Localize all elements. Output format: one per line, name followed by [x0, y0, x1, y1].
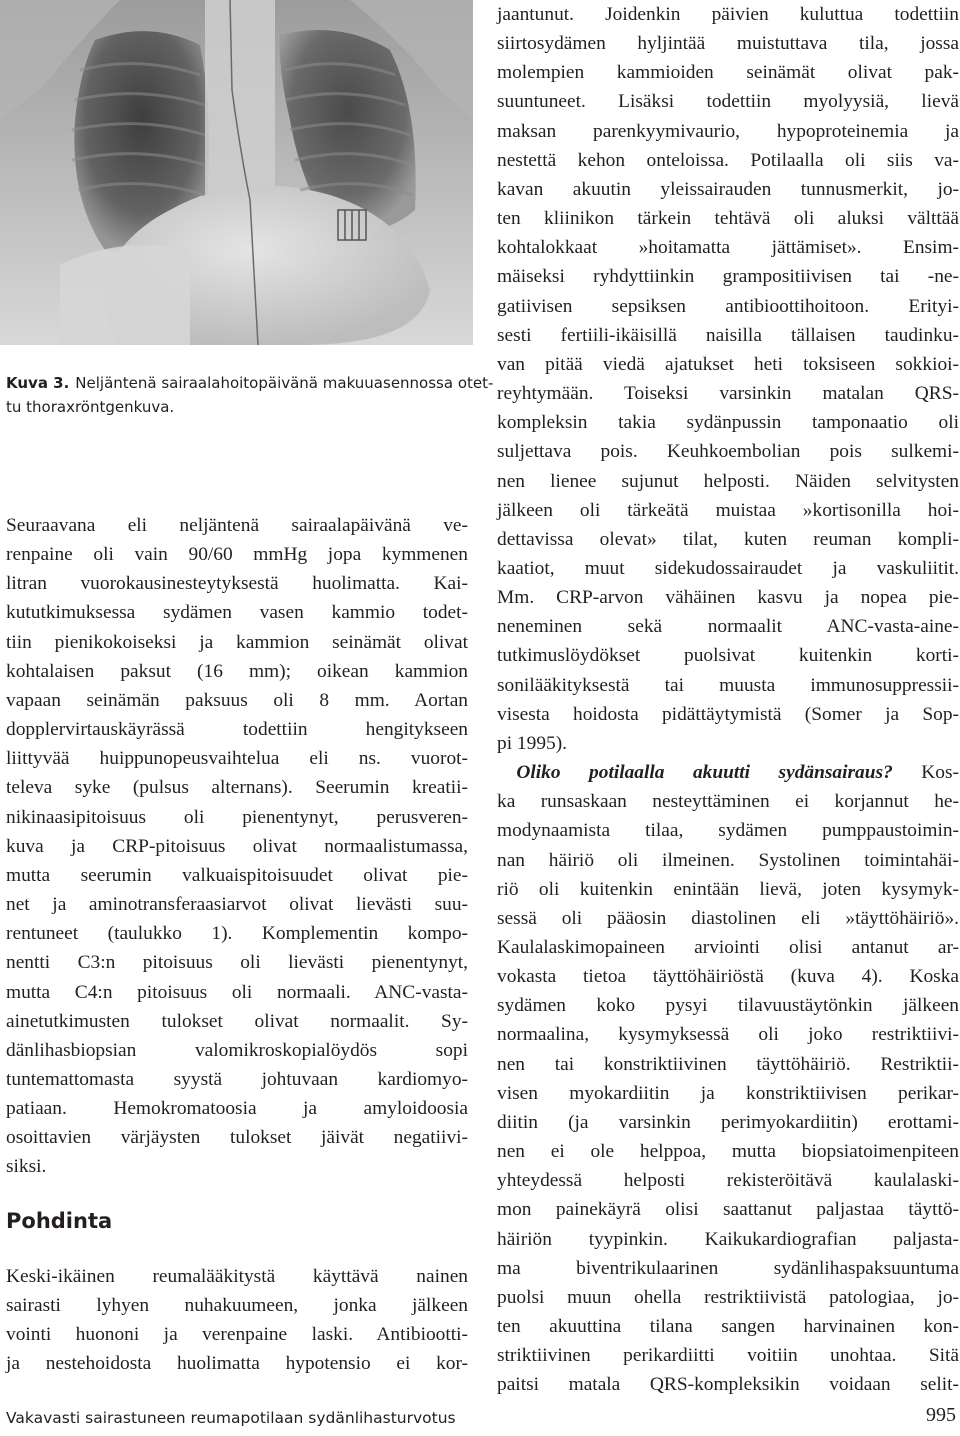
body-line: ja nestehoidosta huolimatta hypotensio ei kor-: [6, 1353, 468, 1375]
body-line: paitsi matala QRS-kompleksikin voidaan selit-: [497, 1374, 959, 1396]
body-line: Keski-ikäinen reumalääkitystä käyttävä nainen: [6, 1266, 468, 1287]
body-line: Kos-: [921, 762, 959, 784]
body-line: kohtalokkaat »hoitamatta jättämiset». Ensim-: [497, 237, 959, 259]
body-line: nestettä kehon onteloissa. Potilaalla oli siis va-: [497, 149, 959, 171]
body-line: tiin pienikokoiseksi ja kammion seinämät olivat: [6, 631, 468, 653]
body-line: reyhtymään. Toiseksi varsinkin matalan QRS-: [497, 383, 959, 405]
body-line: kavan akuutin yleissairauden tunnusmerkit, jo-: [497, 178, 959, 200]
body-line: visen myokardiitin ja konstriktiivisen perikar-: [497, 1082, 959, 1104]
body-line: puolsi muun ohella restriktiivistä patologiaa, jo-: [497, 1286, 959, 1308]
body-line: kohtalaisen paksut (16 mm); oikean kammion: [6, 660, 468, 682]
body-line: ten akuuttina tilana sangen harvinainen kon-: [497, 1316, 959, 1338]
body-line: riö oli kuitenkin enintään lievä, joten kysymyk-: [497, 878, 959, 900]
body-line: Kaulalaskimopaineen arviointi olisi antanut ar-: [497, 937, 959, 958]
body-line: rentuneet (taulukko 1). Komplementin kompo-: [6, 923, 468, 945]
body-line: nen ei ole helppoa, mutta biopsiatoimenpiteen: [497, 1141, 959, 1163]
figure-caption: [6, 371, 494, 419]
discussion-paragraph: [6, 1262, 468, 1379]
body-line: litran vuorokausinesteytyksestä huolimatta. Kai-: [6, 573, 468, 595]
subheading-question: Oliko potilaalla akuutti sydänsairaus?: [516, 762, 893, 784]
body-line: nan häiriö oli ilmeinen. Systolinen toimintahäi-: [497, 849, 959, 871]
body-line: dänlihasbiopsian valomikroskopialöydös sopi: [6, 1039, 468, 1061]
body-line: vokasta tietoa täyttöhäiriöstä (kuva 4). Koska: [497, 966, 959, 988]
body-line: ka runsaskaan nesteyttäminen ei korjannut he-: [497, 791, 959, 813]
body-line: molempien kammioiden seinämät olivat pak-: [497, 62, 959, 84]
caption-line: Neljäntenä sairaalahoitopäivänä makuuasennossa otet-: [75, 374, 494, 392]
figure-label: Kuva 3.: [6, 374, 70, 392]
body-line: neneminen sekä normaalit ANC-vasta-aine-: [497, 616, 959, 638]
body-line: sesti fertiili-ikäisillä naisilla tällaisen taudinku-: [497, 324, 959, 346]
body-line: nen lienee sujunut helposti. Näiden selvitysten: [497, 470, 959, 492]
body-line: dopplervirtauskäyrässä todettiin hengitykseen: [6, 719, 468, 741]
running-title: Vakavasti sairastuneen reumapotilaan sydänlihasturvotus: [6, 1409, 456, 1427]
body-line: van pitää viedä ajatukset heti toksiseen sokkioi-: [497, 353, 959, 375]
body-line: ainetutkimusten tulokset olivat normaalit. Sy-: [6, 1010, 468, 1032]
right-column: [497, 0, 959, 1400]
body-line: vointi huononi ja verenpaine laski. Antibiootti-: [6, 1324, 468, 1346]
body-line: Mm. CRP-arvon vähäinen kasvu ja nopea pie-: [497, 587, 959, 609]
body-line: kaatiot, muut sidekudossairaudet ja vaskuliitit.: [497, 557, 959, 579]
chest-xray-image: [0, 0, 473, 345]
body-line: osoittavien värjäysten tulokset jäivät negatiivi-: [6, 1127, 468, 1149]
body-line: mon painekäyrä olisi saattanut paljastaa täyttö-: [497, 1199, 959, 1221]
left-column-paragraph: [6, 511, 468, 1182]
body-line: siksi.: [6, 1156, 47, 1178]
body-line: ten kliinikon tärkein tehtävä oli aluksi välttää: [497, 208, 959, 230]
body-line: normaalina, kysymyksessä oli joko restriktiivi-: [497, 1024, 959, 1046]
body-line: siirtosydämen hyljintää muistuttava tila, jossa: [497, 33, 959, 55]
body-line: nikinaasipitoisuus oli pienentynyt, perusveren-: [6, 806, 468, 828]
question-line: [497, 758, 959, 787]
body-line: renpaine oli vain 90/60 mmHg jopa kymmenen: [6, 544, 468, 566]
body-line: kompleksin takia sydänpussin tamponaatio oli: [497, 412, 959, 434]
body-line: vapaan seinämän paksuus oli 8 mm. Aortan: [6, 689, 468, 711]
body-line: jälkeen oli tärkeätä muistaa »kortisonilla hoi-: [497, 499, 959, 521]
section-heading: Pohdinta: [6, 1209, 113, 1233]
body-line: suuntuneet. Lisäksi todettiin myolyysiä, lievä: [497, 91, 959, 113]
body-line: mutta C4:n pitoisuus oli normaali. ANC-vasta-: [6, 981, 468, 1003]
body-line: pi 1995).: [497, 732, 568, 754]
body-line: suljettava pois. Keuhkoembolian pois sulkemi-: [497, 441, 959, 463]
body-line: sairasti lyhyen nuhakuumeen, jonka jälkeen: [6, 1295, 468, 1317]
body-line: visesta hoidosta pidättäytymistä (Somer ja Sop-: [497, 703, 959, 725]
body-line: yhteydessä helposti rekisteröitävä kaulalaski-: [497, 1170, 959, 1192]
body-line: ma biventrikulaarinen sydänlihaspaksuuntuma: [497, 1257, 959, 1279]
body-line: patiaan. Hemokromatoosia ja amyloidoosia: [6, 1098, 468, 1120]
caption-line: tu thoraxröntgenkuva.: [6, 398, 175, 416]
body-line: diitin (ja varsinkin perimyokardiitin) erottami-: [497, 1111, 959, 1133]
body-line: net ja aminotransferaasiarvot olivat lievästi suu-: [6, 894, 468, 916]
body-line: striktiivinen perikardiitti voitiin unohtaa. Sitä: [497, 1345, 959, 1367]
body-line: sessä oli pääosin diastolinen eli »täyttöhäiriö».: [497, 907, 959, 929]
body-line: Seuraavana eli neljäntenä sairaalapäivänä ve-: [6, 515, 468, 536]
body-line: modynaamista tilaa, sydämen pumppaustoimin-: [497, 820, 959, 842]
body-line: gatiivisen sepsiksen antibioottihoitoon. Erityi-: [497, 295, 959, 317]
body-line: häiriön tyypinkin. Kaikukardiografian paljasta-: [497, 1228, 959, 1250]
body-line: nentti C3:n pitoisuus oli lievästi pienentynyt,: [6, 952, 468, 974]
page-number: 995: [926, 1404, 956, 1426]
body-line: sydämen koko pysyi tilavuustäytönkin jälkeen: [497, 995, 959, 1017]
body-line: kuva ja CRP-pitoisuus olivat normaalistumassa,: [6, 835, 468, 857]
body-line: nen tai konstriktiivinen täyttöhäiriö. Restriktii-: [497, 1053, 959, 1075]
body-line: mäiseksi ryhdyttiinkin grampositiivisen tai -ne-: [497, 266, 959, 288]
body-line: maksan parenkyymivaurio, hypoproteinemia ja: [497, 120, 959, 142]
body-line: dettavissa olevat» tilat, kuten reuman kompli-: [497, 528, 959, 550]
body-line: liittyvää huippunopeusvaihtelua eli ns. vuorot-: [6, 748, 468, 770]
body-line: mutta seerumin valkuaispitoisuudet olivat pie-: [6, 864, 468, 886]
body-line: televa syke (pulsus alternans). Seerumin kreatii-: [6, 777, 468, 799]
body-line: kututkimuksessa sydämen vasen kammio todet-: [6, 602, 468, 624]
body-line: sonilääkityksestä tai muusta immunosuppressii-: [497, 674, 959, 696]
body-line: tutkimuslöydökset puolsivat kuitenkin korti-: [497, 645, 959, 667]
body-line: jaantunut. Joidenkin päivien kuluttua todettiin: [497, 4, 959, 25]
body-line: tuntemattomasta syystä johtuvaan kardiomyo-: [6, 1068, 468, 1090]
